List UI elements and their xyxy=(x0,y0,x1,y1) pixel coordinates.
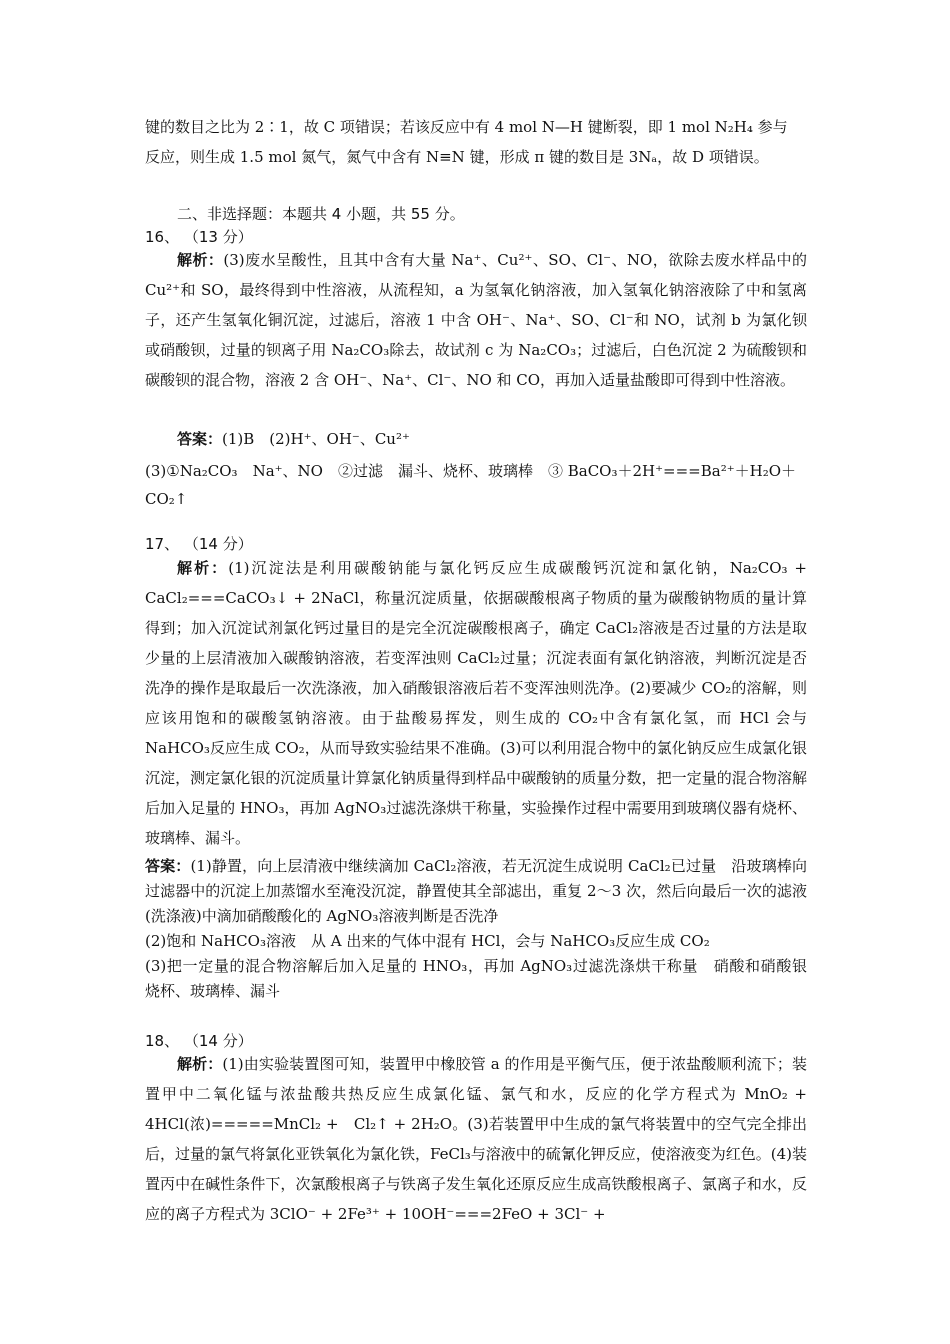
q16-answer-label: 答案： xyxy=(177,430,223,448)
q16-analysis xyxy=(145,245,807,395)
q16-answer-1-text: (1)B (2)H⁺、OH⁻、Cu²⁺ xyxy=(222,430,410,448)
q17-answer-1 xyxy=(145,854,807,929)
q17-analysis-text: (1)沉淀法是利用碳酸钠能与氯化钙反应生成碳酸钙沉淀和氯化钠，Na₂CO₃ + CaCl₂===CaCO₃↓ + 2NaCl，称量沉淀质量，依据碳酸根离子物质的量为碳酸钠物质的量计算得到；加入沉淀试剂氯化钙过量目的是完全沉淀碳酸根离子，确定 CaCl₂溶液是否过量的方法是取少量的上层清液加入碳酸钠溶液，若变浑浊则 CaCl₂过量；沉淀表面有氯化钠溶液，判断沉淀是否洗净的操作是取最后一次洗涤液，加入硝酸银溶液后若不变浑浊则洗净。(2)要减少 CO₂的溶解，则应该用饱和的碳酸氢钠溶液。由于盐酸易挥发，则生成的 CO₂中含有氯化氢，而 HCl 会与 NaHCO₃反应生成 CO₂，从而导致实验结果不准确。(3)可以利用混合物中的氯化钠反应生成氯化银沉淀，测定氯化银的沉淀质量计算氯化钠质量得到样品中碳酸钠的质量分数，把一定量的混合物溶解后加入足量的 HNO₃，再加 AgNO₃过滤洗涤烘干称量，实验操作过程中需要用到玻璃仪器有烧杯、玻璃棒、漏斗。 xyxy=(145,559,807,847)
q16-header: 16、 （13 分） xyxy=(145,228,253,246)
q17-header: 17、 （14 分） xyxy=(145,535,253,553)
q17-answer-1-text: (1)静置，向上层清液中继续滴加 CaCl₂溶液，若无沉淀生成说明 CaCl₂已过量 沿玻璃棒向过滤器中的沉淀上加蒸馏水至淹没沉淀，静置使其全部滤出，重复 2～3 次，然后向最后一次的滤液(洗涤液)中滴加硝酸酸化的 AgNO₃溶液判断是否洗净 xyxy=(145,857,807,925)
intro-line-1: 键的数目之比为 2∶1，故 C 项错误；若该反应中有 4 mol N—H 键断裂，即 1 mol N₂H₄ 参与 xyxy=(145,118,788,136)
q17-answer-3: (3)把一定量的混合物溶解后加入足量的 HNO₃，再加 AgNO₃过滤洗涤烘干称量 硝酸和硝酸银 烧杯、玻璃棒、漏斗 xyxy=(145,957,823,1000)
q16-analysis-text: (3)废水呈酸性，且其中含有大量 Na⁺、Cu²⁺、SO、Cl⁻、NO，欲除去废水样品中的 Cu²⁺和 SO，最终得到中性溶液，从流程知，a 为氢氧化钠溶液，加入氢氧化钠溶液除了中和氢离子，还产生氢氧化铜沉淀，过滤后，溶液 1 中含 OH⁻、Na⁺、SO、Cl⁻和 NO，试剂 b 为氯化钡或硝酸钡，过量的钡离子用 Na₂CO₃除去，故试剂 c 为 Na₂CO₃；过滤后，白色沉淀 2 为硫酸钡和碳酸钡的混合物，溶液 2 含 OH⁻、Na⁺、Cl⁻、NO 和 CO，再加入适量盐酸即可得到中性溶液。 xyxy=(145,251,807,389)
q17-answer-2: (2)饱和 NaHCO₃溶液 从 A 出来的气体中混有 HCl，会与 NaHCO₃反应生成 CO₂ xyxy=(145,932,710,950)
intro-line-2: 反应，则生成 1.5 mol 氮气，氮气中含有 N≡N 键，形成 π 键的数目是 3Nₐ，故 D 项错误。 xyxy=(145,148,769,166)
q16-answer-2: (3)①Na₂CO₃ Na⁺、NO ②过滤 漏斗、烧杯、玻璃棒 ③ BaCO₃＋2H⁺===Ba²⁺＋H₂O＋CO₂↑ xyxy=(145,462,797,508)
q17-analysis xyxy=(145,553,807,853)
q18-analysis-label: 解析： xyxy=(177,1055,223,1073)
section-title: 二、非选择题：本题共 4 小题，共 55 分。 xyxy=(177,205,465,223)
q18-analysis xyxy=(145,1049,807,1229)
q18-analysis-text: (1)由实验装置图可知，装置甲中橡胶管 a 的作用是平衡气压，便于浓盐酸顺利流下；装置甲中二氧化锰与浓盐酸共热反应生成氯化锰、氯气和水，反应的化学方程式为 MnO₂ + 4HCl(浓)=====MnCl₂ + Cl₂↑ + 2H₂O。(3)若装置甲中生成的氯气将装置中的空气完全排出后，过量的氯气将氯化亚铁氧化为氯化铁，FeCl₃与溶液中的硫氰化钾反应，使溶液变为红色。(4)装置丙中在碱性条件下，次氯酸根离子与铁离子发生氧化还原反应生成高铁酸根离子、氯离子和水，反应的离子方程式为 3ClO⁻ + 2Fe³⁺ + 10OH⁻===2FeO + 3Cl⁻ + xyxy=(145,1055,808,1223)
q17-answer-label: 答案： xyxy=(145,857,191,875)
q16-answer-1 xyxy=(177,425,807,453)
q17-analysis-label: 解析： xyxy=(177,559,229,577)
q16-analysis-label: 解析： xyxy=(177,251,224,269)
q18-header: 18、 （14 分） xyxy=(145,1032,253,1050)
